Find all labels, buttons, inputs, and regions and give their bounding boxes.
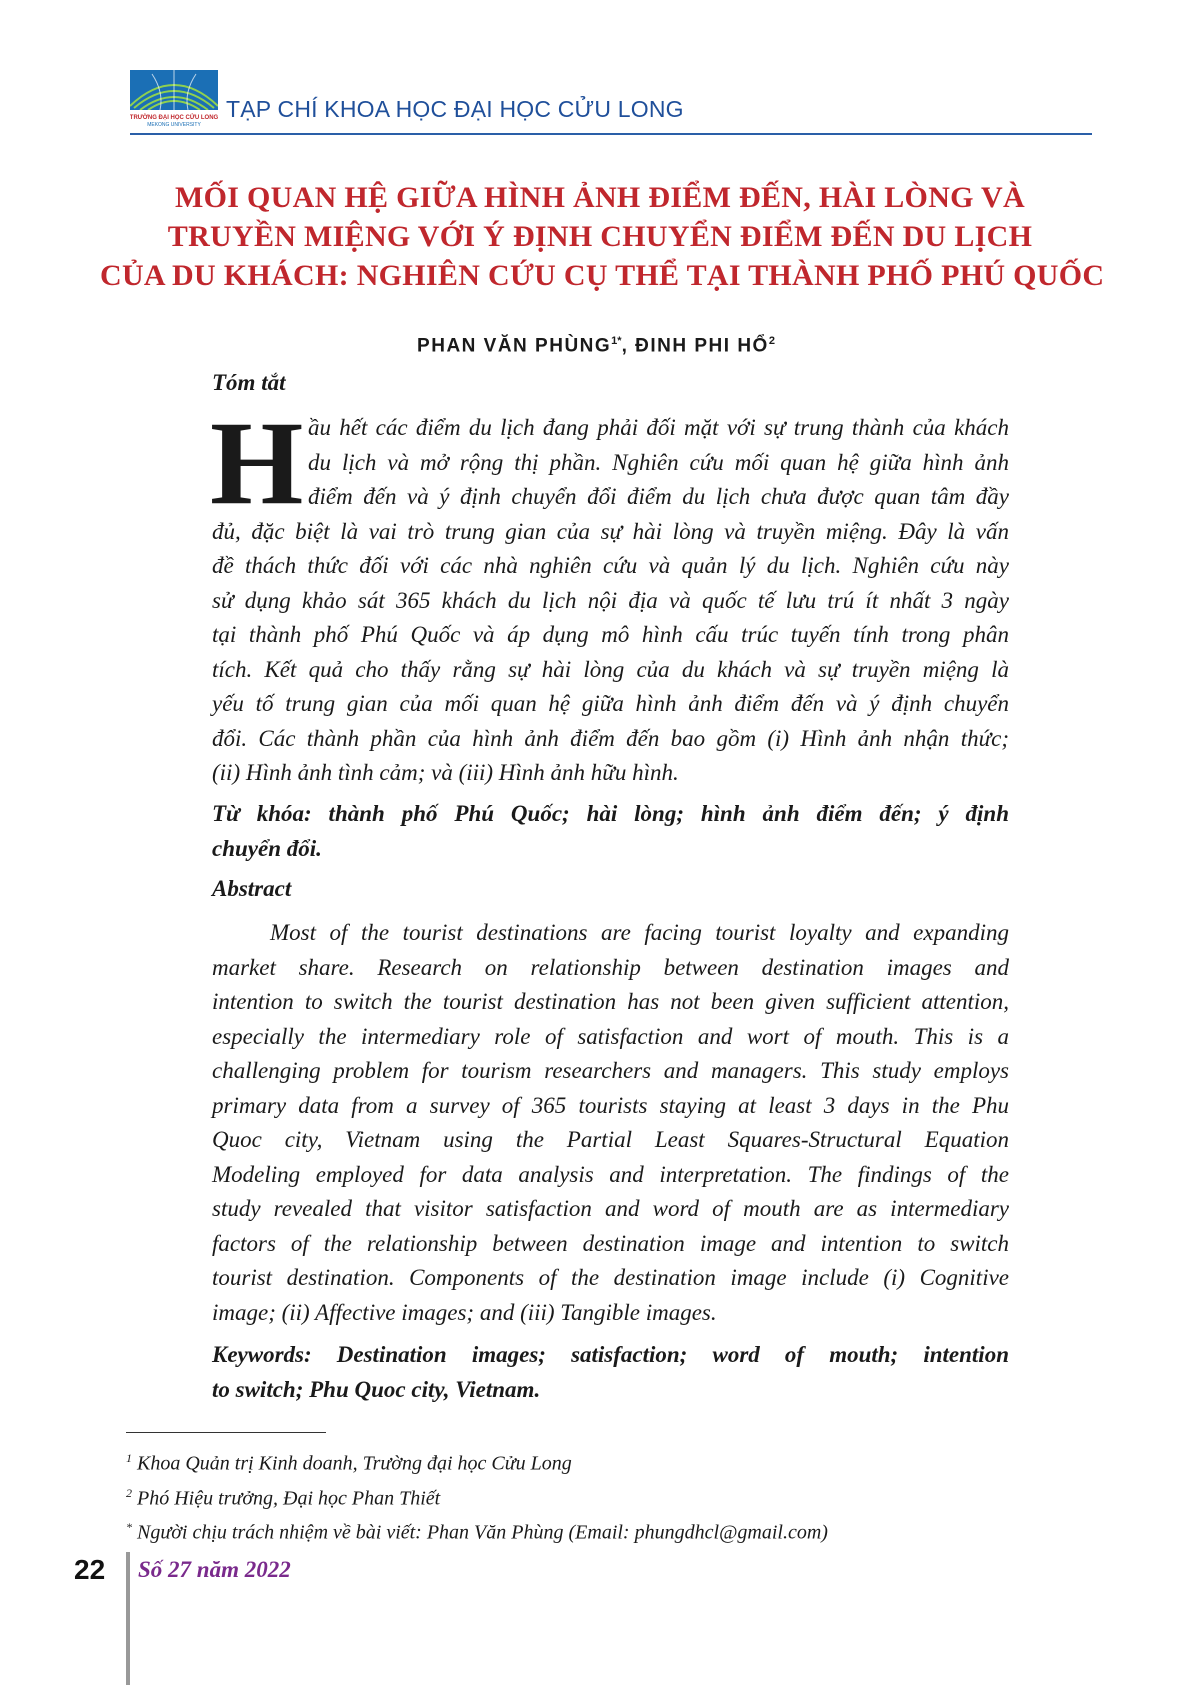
summary-heading: Tóm tắt <box>212 370 286 395</box>
footnote-divider <box>126 1432 326 1433</box>
abstract-body <box>212 916 1009 1330</box>
footnote-mark: 2 <box>126 1485 132 1500</box>
summary-line: sử dụng khảo sát 365 khách du lịch nội địa và quốc tế lưu trú ít nhất 3 ngày <box>212 587 1009 613</box>
abstract-heading: Abstract <box>212 876 292 901</box>
journal-name: TẠP CHÍ KHOA HỌC ĐẠI HỌC CỬU LONG <box>226 96 684 122</box>
abstract-line: primary data from a survey of 365 tourists staying at least 3 days in the Phu <box>212 1092 1009 1118</box>
footnote <box>126 1479 828 1514</box>
summary-line: (ii) Hình ảnh tình cảm; và (iii) Hình ảnh hữu hình. <box>212 760 679 785</box>
keywords-line: chuyển đổi. <box>212 835 322 861</box>
summary-keywords <box>212 797 1009 866</box>
footnote <box>126 1513 828 1548</box>
footnote-text: Phó Hiệu trưởng, Đại học Phan Thiết <box>132 1487 441 1510</box>
author-affiliation-mark: 1* <box>611 335 622 347</box>
summary-line: tích. Kết quả cho thấy rằng sự hài lòng của du khách và sự truyền miệng là <box>212 656 1009 682</box>
title-line: CỦA DU KHÁCH: NGHIÊN CỨU CỤ THỂ TẠI THÀNH PHỐ PHÚ QUỐC <box>100 259 1105 292</box>
abstract-line: market share. Research on relationship between destination images and <box>212 954 1009 980</box>
title-line: TRUYỀN MIỆNG VỚI Ý ĐỊNH CHUYỂN ĐIỂM ĐẾN DU LỊCH <box>167 220 1033 253</box>
article-title <box>100 178 1105 295</box>
footnote <box>126 1444 828 1479</box>
abstract-line: especially the intermediary role of satisfaction and wort of mouth. This is a <box>212 1023 1009 1049</box>
summary-body <box>210 396 1009 791</box>
summary-line: ầu hết các điểm du lịch đang phải đối mặt với sự trung thành của khách <box>308 415 1009 440</box>
author-separator: , <box>621 335 636 357</box>
summary-line: đổi. Các thành phần của hình ảnh điểm đến bao gồm (i) Hình ảnh nhận thức; <box>212 725 1009 751</box>
abstract-line: challenging problem for tourism researchers and managers. This study employs <box>212 1058 1009 1083</box>
footnote-text: Khoa Quản trị Kinh doanh, Trường đại học Cửu Long <box>132 1452 572 1475</box>
page-number: 22 <box>74 1554 106 1585</box>
keywords-line: Keywords: Destination images; satisfaction; word of mouth; intention <box>212 1342 1009 1367</box>
keywords-line: to switch; Phu Quoc city, Vietnam. <box>212 1376 541 1402</box>
author-list <box>0 335 1192 357</box>
summary-line: đủ, đặc biệt là vai trò trung gian của sự hài lòng và truyền miệng. Đây là vấn <box>212 518 1009 544</box>
summary-line: đề thách thức đối với các nhà nghiên cứu và quản lý du lịch. Nghiên cứu này <box>212 553 1009 578</box>
svg-text:MEKONG UNIVERSITY: MEKONG UNIVERSITY <box>147 122 201 128</box>
keywords-line: Từ khóa: thành phố Phú Quốc; hài lòng; hình ảnh điểm đến; ý định <box>212 801 1009 826</box>
abstract-line: factors of the relationship between destination image and intention to switch <box>212 1230 1009 1256</box>
header-divider <box>130 133 1092 135</box>
abstract-line: tourist destination. Components of the destination image include (i) Cognitive <box>212 1265 1009 1290</box>
author-affiliation-mark: 2 <box>768 335 775 347</box>
footnote-text: Người chịu trách nhiệm về bài viết: Phan Văn Phùng (Email: phungdhcl@gmail.com) <box>132 1521 828 1544</box>
logo-globe-icon <box>130 70 218 128</box>
footnote-mark: 1 <box>126 1451 132 1465</box>
abstract-keywords <box>212 1338 1009 1407</box>
abstract-line: image; (ii) Affective images; and (iii) Tangible images. <box>212 1299 717 1325</box>
journal-logo <box>130 70 218 128</box>
summary-line: yếu tố trung gian của mối quan hệ giữa hình ảnh điểm đến và ý định chuyển <box>212 691 1009 716</box>
drop-cap: H <box>210 396 304 529</box>
summary-line: tại thành phố Phú Quốc và áp dụng mô hình cấu trúc tuyến tính trong phân <box>212 622 1009 647</box>
abstract-line: Most of the tourist destinations are facing tourist loyalty and expanding <box>270 920 1009 945</box>
issue-label: Số 27 năm 2022 <box>138 1557 291 1582</box>
summary-line: du lịch và mở rộng thị phần. Nghiên cứu mối quan hệ giữa hình ảnh <box>308 449 1009 475</box>
svg-text:TRƯỜNG ĐẠI HỌC CỬU LONG: TRƯỜNG ĐẠI HỌC CỬU LONG <box>130 115 218 121</box>
author-name: PHAN VĂN PHÙNG <box>417 335 612 357</box>
footnotes <box>126 1444 828 1548</box>
abstract-line: study revealed that visitor satisfaction and word of mouth are as intermediary <box>212 1196 1009 1221</box>
author-name: ĐINH PHI HỔ <box>635 335 769 357</box>
abstract-line: Quoc city, Vietnam using the Partial Least Squares-Structural Equation <box>212 1127 1009 1152</box>
footer-bar <box>126 1552 130 1685</box>
summary-line: điểm đến và ý định chuyển đổi điểm du lịch chưa được quan tâm đầy <box>308 484 1009 509</box>
footnote-mark: * <box>126 1520 132 1535</box>
title-line: MỐI QUAN HỆ GIỮA HÌNH ẢNH ĐIỂM ĐẾN, HÀI LÒNG VÀ <box>175 181 1025 214</box>
abstract-line: Modeling employed for data analysis and interpretation. The findings of the <box>212 1161 1009 1187</box>
abstract-line: intention to switch the tourist destination has not been given sufficient attention, <box>212 989 1009 1014</box>
